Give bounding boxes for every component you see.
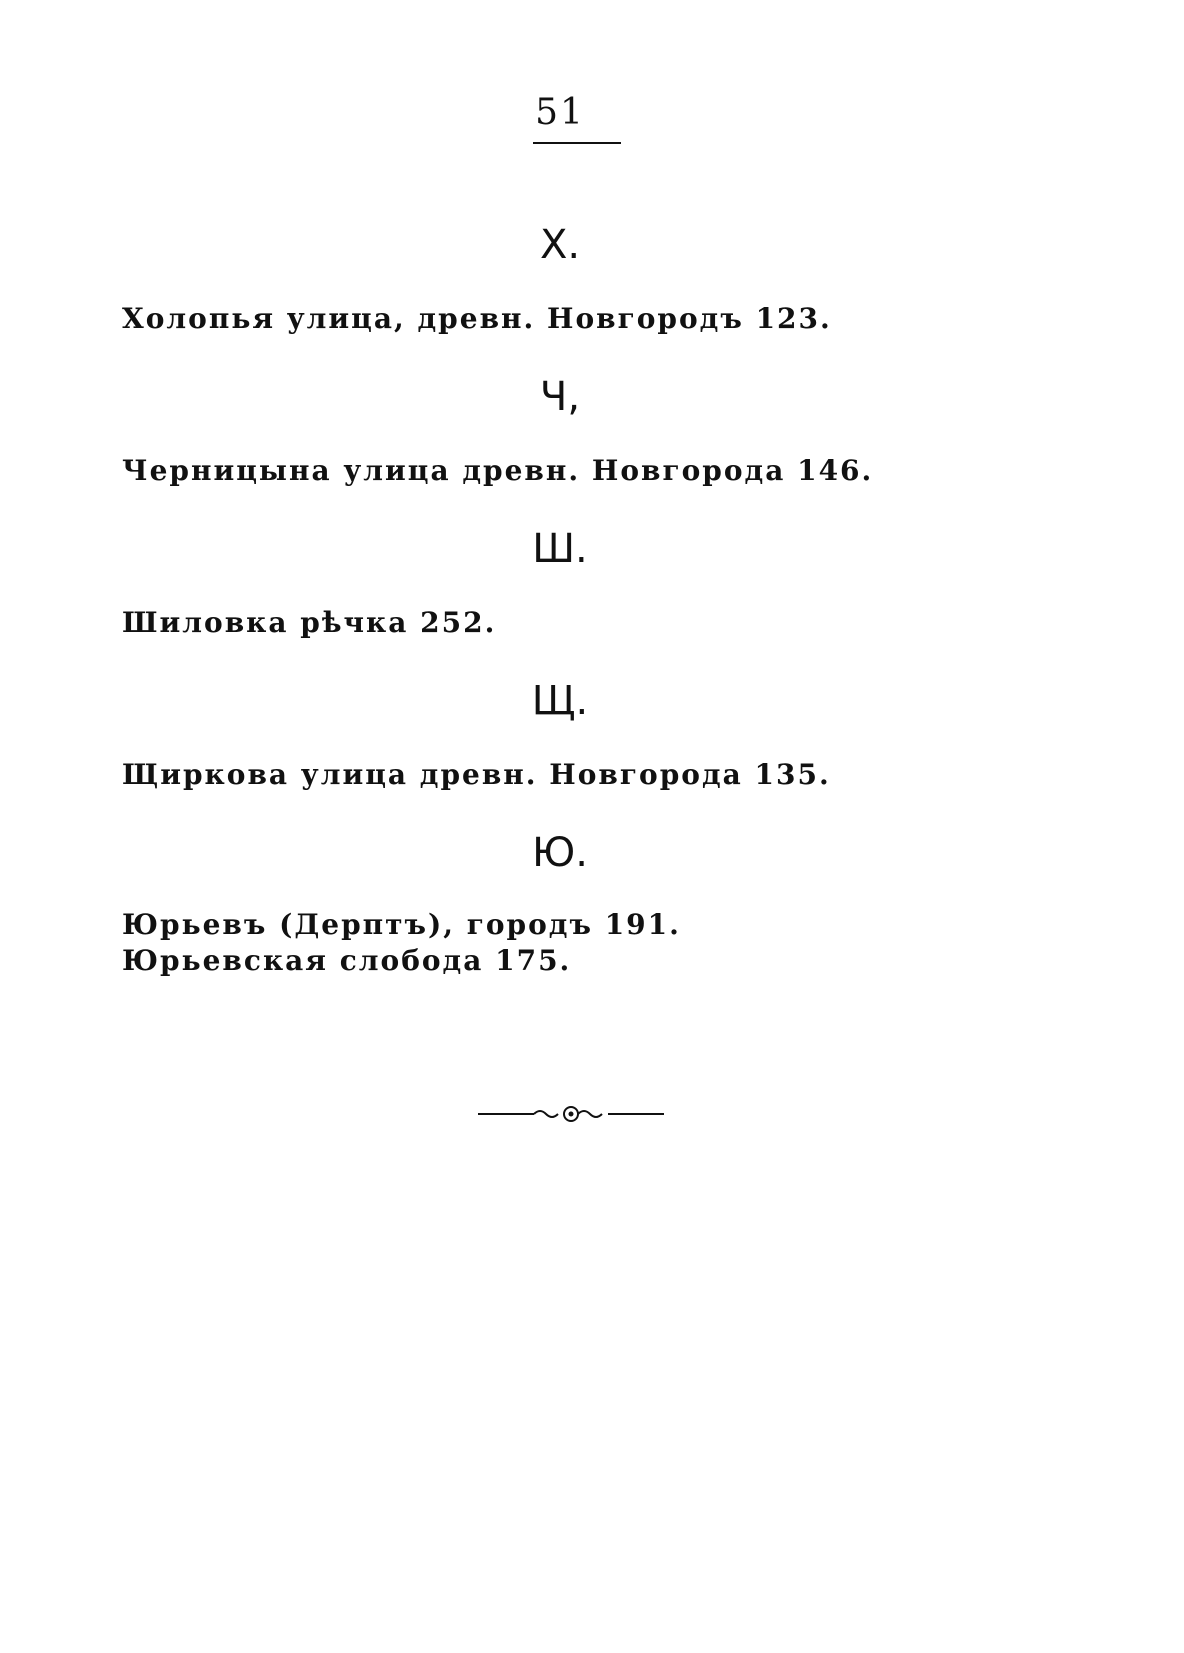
section-letter-kha: Х.: [539, 222, 581, 268]
index-entry: Черницына улица древн. Новгорода 146.: [122, 454, 874, 487]
page-number: 51: [535, 92, 585, 133]
index-entry: Шиловка рѣчка 252.: [122, 606, 497, 639]
index-entry: Юрьевъ (Дерптъ), городъ 191.: [122, 908, 681, 941]
page-number-rule: [533, 142, 621, 144]
index-entry: Холопья улица, древн. Новгородъ 123.: [122, 302, 832, 335]
index-entry: Щиркова улица древн. Новгорода 135.: [122, 758, 831, 791]
section-letter-sha: Ш.: [532, 526, 588, 572]
section-letter-shcha: Щ.: [531, 678, 589, 724]
index-entry: Юрьевская слобода 175.: [122, 944, 572, 977]
section-letter-che: Ч,: [539, 374, 581, 420]
section-letter-yu: Ю.: [532, 830, 588, 876]
ornamental-divider-icon: [478, 1102, 664, 1126]
